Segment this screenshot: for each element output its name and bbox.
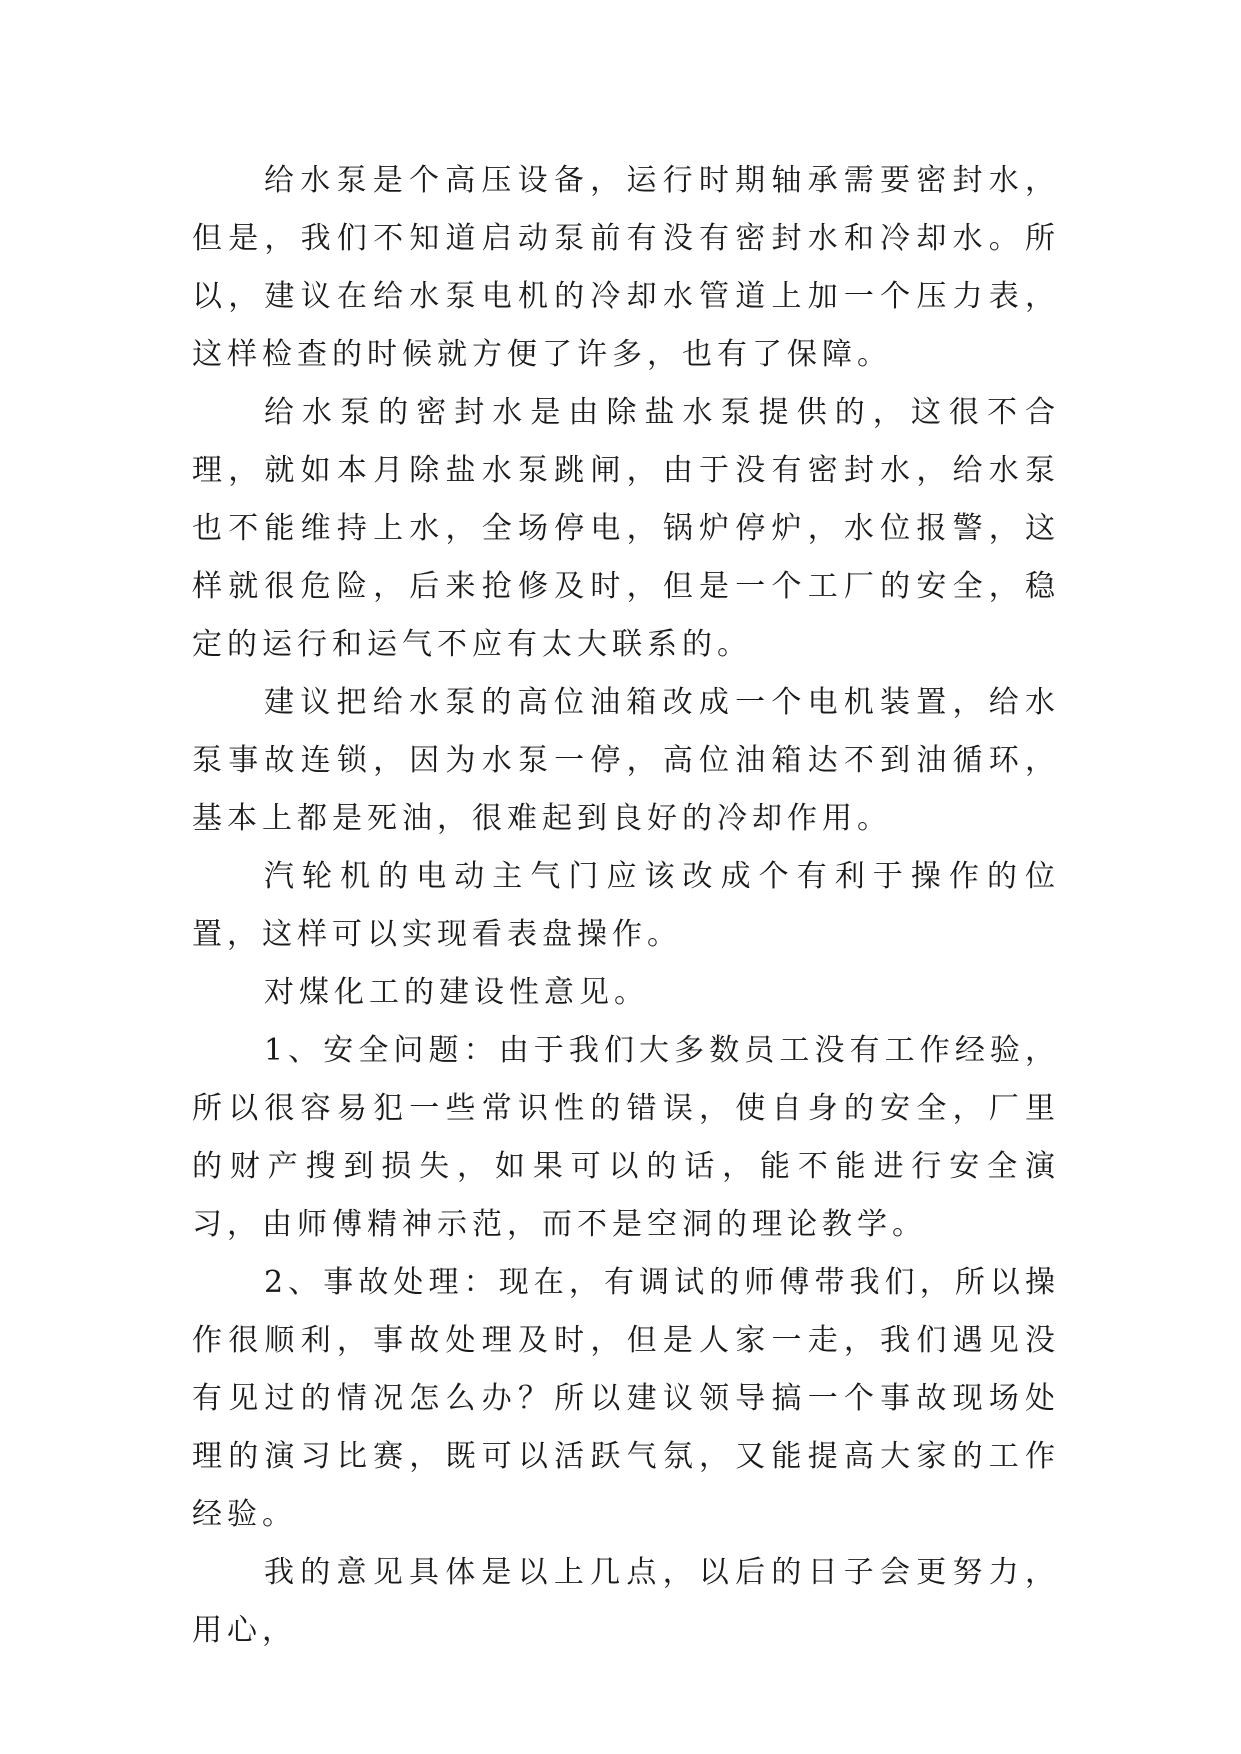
paragraph-seal-water-supply: 给水泵的密封水是由除盐水泵提供的，这很不合理，就如本月除盐水泵跳闸，由于没有密封水，给水泵也不能维持上水，全场停电，锅炉停炉，水位报警，这样就很危险，后来抢修及时，但是一个工厂的安全，稳定的运行和运气不应有太大联系的。 — [192, 395, 1060, 662]
document-body — [192, 152, 1060, 1660]
paragraph-closing: 我的意见具体是以上几点，以后的日子会更努力，用心， — [192, 1555, 1060, 1648]
paragraph-feedwater-pump-seal-water: 给水泵是个高压设备，运行时期轴承需要密封水，但是，我们不知道启动泵前有没有密封水和冷却水。所以，建议在给水泵电机的冷却水管道上加一个压力表，这样检查的时候就方便了许多，也有了保障。 — [192, 163, 1060, 372]
paragraph-coal-chemical-heading: 对煤化工的建设性意见。 — [264, 975, 649, 1010]
paragraph-oil-tank-suggestion: 建议把给水泵的高位油箱改成一个电机装置，给水泵事故连锁，因为水泵一停，高位油箱达不到油循环，基本上都是死油，很难起到良好的冷却作用。 — [192, 685, 1060, 836]
paragraph-accident-handling: 2、事故处理：现在，有调试的师傅带我们，所以操作很顺利，事故处理及时，但是人家一走，我们遇见没有见过的情况怎么办？所以建议领导搞一个事故现场处理的演习比赛，既可以活跃气氛，又能提高大家的工作经验。 — [192, 1265, 1060, 1532]
paragraph-main-steam-valve: 汽轮机的电动主气门应该改成个有利于操作的位置，这样可以实现看表盘操作。 — [192, 859, 1060, 952]
paragraph-safety-issue: 1、安全问题：由于我们大多数员工没有工作经验，所以很容易犯一些常识性的错误，使自身的安全，厂里的财产搜到损失，如果可以的话，能不能进行安全演习，由师傅精神示范，而不是空洞的理论教学。 — [192, 1033, 1060, 1242]
